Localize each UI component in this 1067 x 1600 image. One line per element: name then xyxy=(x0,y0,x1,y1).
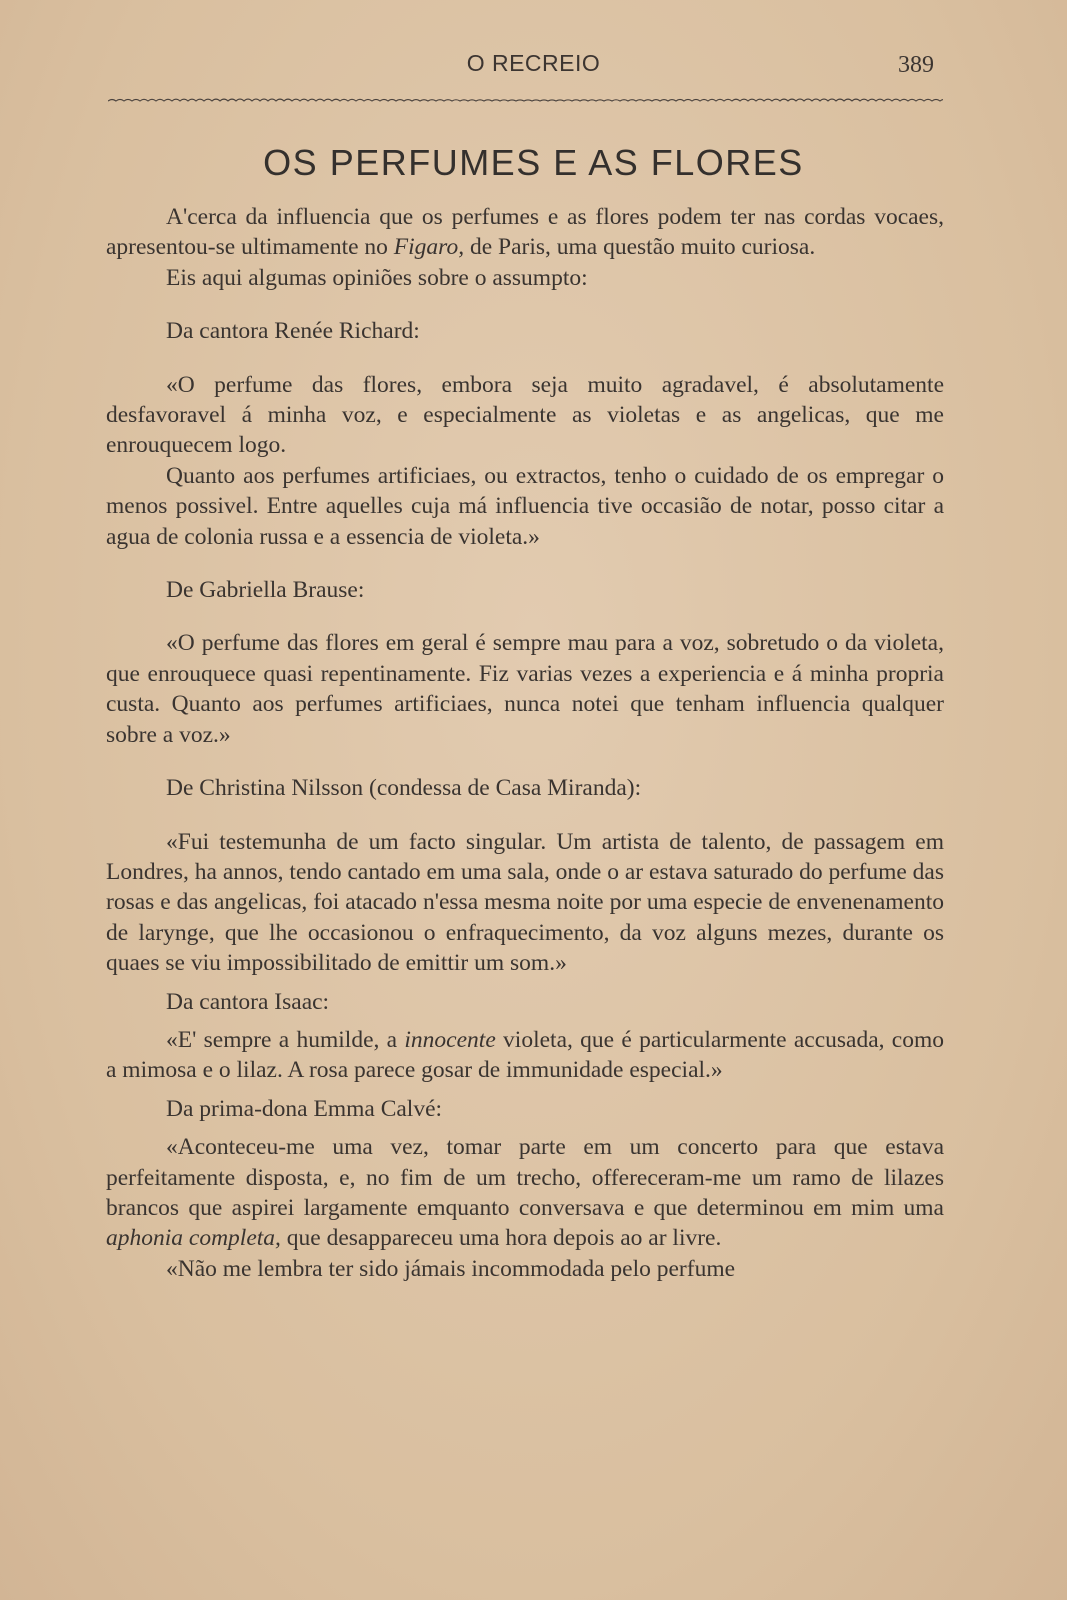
quote-paragraph: Quanto aos perfumes artificiaes, ou extractos, tenho o cuidado de os empregar o menos possivel. Entre aquelles cuja má influencia tive occasião de notar, posso citar a agua de colonia russa e a essencia de violeta.» xyxy=(106,462,944,550)
quote-paragraph: «Aconteceu-me uma vez, tomar parte em um concerto para que estava perfeitamente disposta, e, no fim de um trecho, offereceram-me um ramo de lilazes brancos que aspirei largamente emquanto conversava e que determinou em mim uma aphonia completa, que desappareceu uma hora depois ao ar livre. xyxy=(106,1134,944,1252)
wavy-rule xyxy=(108,93,943,107)
intro-paragraph-2: Eis aqui algumas opiniões sobre o assumpto: xyxy=(166,264,588,291)
article-body xyxy=(106,202,944,1284)
speaker-heading: De Christina Nilsson (condessa de Casa Miranda): xyxy=(166,775,642,802)
page-header xyxy=(0,50,1067,90)
quote-paragraph: «Fui testemunha de um facto singular. Um artista de talento, de passagem em Londres, ha annos, tendo cantado em uma sala, onde o ar estava saturado do perfume das rosas e das angelicas, foi atacado n'essa mesma noite por uma especie de envenenamento de larynge, que lhe occasionou o enfraquecimento, da voz alguns mezes, durante os quaes se viu impossibilitado de emittir um som.» xyxy=(106,828,944,977)
quote-paragraph: «O perfume das flores em geral é sempre mau para a voz, sobretudo o da violeta, que enrouquece quasi repentinamente. Fiz varias vezes a experiencia e á minha propria custa. Quanto aos perfumes artificiaes, nunca notei que tenham influencia qualquer sobre a voz.» xyxy=(106,630,944,748)
intro-paragraph: A'cerca da influencia que os perfumes e as flores podem ter nas cordas vocaes, apresentou-se ultimamente no Figaro, de Paris, uma questão muito curiosa. xyxy=(106,204,944,261)
speaker-heading: Da prima-dona Emma Calvé: xyxy=(166,1095,443,1122)
quote-paragraph: «E' sempre a humilde, a innocente violeta, que é particularmente accusada, como a mimosa e o lilaz. A rosa parece gosar de immunidade especial.» xyxy=(106,1026,945,1084)
page-number: 389 xyxy=(898,52,934,78)
article-title: OS PERFUMES E AS FLORES xyxy=(263,142,804,183)
running-title: O RECREIO xyxy=(466,50,601,76)
quote-paragraph: «Não me lembra ter sido jámais incommodada pelo perfume xyxy=(166,1255,736,1282)
speaker-heading: De Gabriella Brause: xyxy=(166,577,365,604)
emphasis: aphonia completa, xyxy=(106,1225,281,1252)
emphasis: innocente xyxy=(404,1026,496,1053)
speaker-heading: Da cantora Renée Richard: xyxy=(166,318,420,345)
quote-paragraph: «O perfume das flores, embora seja muito agradavel, é absolutamente desfavoravel á minha voz, e especialmente as violetas e as angelicas, que me enrouquecem logo. xyxy=(106,371,944,459)
source-name: Figaro, xyxy=(393,234,465,261)
speaker-heading: Da cantora Isaac: xyxy=(166,988,330,1015)
